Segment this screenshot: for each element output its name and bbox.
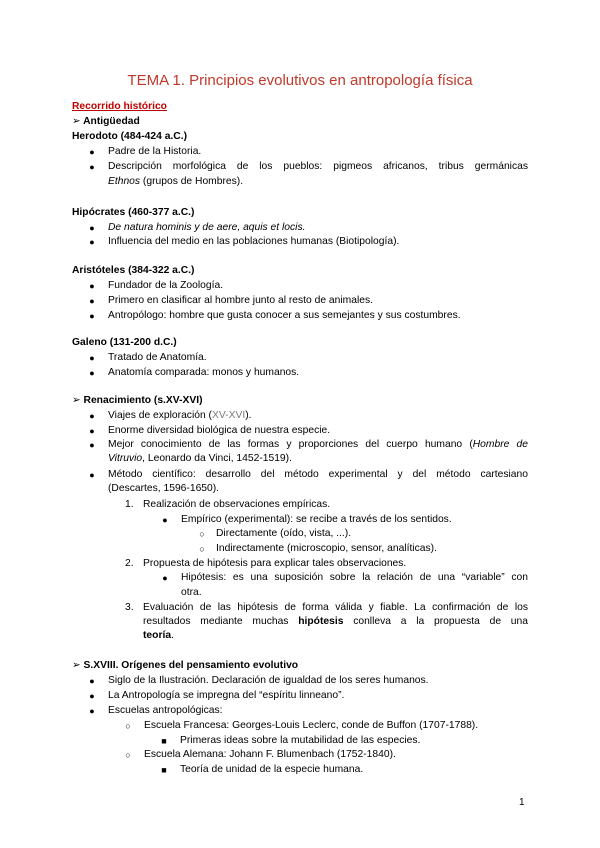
- viajes-century: XV-XVI: [212, 410, 246, 421]
- list-number: 2.: [125, 558, 134, 569]
- vitruvio-term: Vitruvio: [108, 453, 143, 464]
- galeno-name: Galeno (131-200 d.C.): [72, 337, 177, 348]
- bullet-icon: ●: [89, 281, 95, 291]
- sxviii-heading-text: S.XVIII. Orígenes del pensamiento evolutivo: [83, 660, 299, 671]
- list-item: [108, 409, 252, 423]
- ethnos-desc: (grupos de Hombres).: [140, 176, 244, 187]
- list-item: La Antropología se impregna del “espíritu linneano”.: [108, 690, 345, 701]
- list-item: Descripción morfológica de los pueblos: pigmeos africanos, tribus germánicas: [108, 161, 528, 172]
- list-item: Siglo de la Ilustración. Declaración de igualdad de los seres humanos.: [108, 675, 429, 686]
- bullet-icon: ●: [89, 223, 95, 233]
- page-number: 1: [519, 797, 525, 808]
- arrow-icon: ➢: [72, 660, 81, 671]
- circle-bullet-icon: ○: [199, 544, 205, 554]
- bullet-icon: ●: [89, 470, 95, 480]
- arrow-icon: ➢: [72, 395, 81, 406]
- mejor-text: Mejor conocimiento de las formas y proporciones del cuerpo humano (: [108, 439, 473, 450]
- sub-sub-item: Indirectamente (microscopio, sensor, analíticas).: [216, 543, 437, 554]
- sub-item: Hipótesis: es una suposición sobre la relación de una “variable” con: [181, 572, 528, 583]
- list-item: Antropólogo: hombre que gusta conocer a sus semejantes y sus costumbres.: [108, 310, 461, 321]
- numbered-item: Evaluación de las hipótesis de forma válida y fiable. La confirmación de los: [143, 602, 528, 613]
- bullet-icon: ●: [89, 676, 95, 686]
- list-item: Método científico: desarrollo del método experimental y del método cartesiano: [108, 469, 528, 480]
- circle-bullet-icon: ○: [125, 750, 131, 760]
- bullet-icon: ●: [89, 353, 95, 363]
- bullet-icon: ●: [162, 573, 168, 583]
- hombre-de-term: Hombre de: [472, 439, 528, 450]
- bullet-icon: ●: [89, 368, 95, 378]
- square-bullet-icon: ■: [161, 736, 167, 746]
- conlleva-text: conlleva a la propuesta de una: [343, 616, 528, 627]
- aristoteles-name: Aristóteles (384-322 a.C.): [72, 265, 195, 276]
- numbered-item: Realización de observaciones empíricas.: [143, 499, 331, 510]
- bullet-icon: ●: [89, 411, 95, 421]
- renacimiento-heading-text: Renacimiento (s.XV-XVI): [83, 395, 203, 406]
- square-bullet-icon: ■: [161, 765, 167, 775]
- bullet-icon: ●: [162, 515, 168, 525]
- resultados-text: resultados mediante muchas: [143, 616, 299, 627]
- antiguedad-heading-text: Antigüedad: [83, 116, 140, 127]
- bullet-icon: ●: [89, 440, 95, 450]
- numbered-item: Propuesta de hipótesis para explicar tales observaciones.: [143, 558, 407, 569]
- circle-bullet-icon: ○: [125, 721, 131, 731]
- circle-bullet-icon: ○: [199, 529, 205, 539]
- sub-sub-item: Primeras ideas sobre la mutabilidad de las especies.: [180, 735, 421, 746]
- vitruvio-desc: , Leonardo da Vinci, 1452-1519).: [142, 453, 292, 464]
- numbered-item-continuation: [143, 629, 174, 643]
- bullet-icon: ●: [89, 237, 95, 247]
- list-item: Influencia del medio en las poblaciones humanas (Biotipología).: [108, 236, 400, 247]
- list-item: Escuelas antropológicas:: [108, 705, 223, 716]
- hipotesis-term: hipótesis: [298, 616, 344, 627]
- bullet-icon: ●: [89, 147, 95, 157]
- list-item: Primero en clasificar al hombre junto al resto de animales.: [108, 295, 373, 306]
- teoria-end: .: [171, 630, 174, 641]
- sub-item: Empírico (experimental): se recibe a través de los sentidos.: [181, 514, 452, 525]
- list-item-continuation: [108, 175, 243, 189]
- bullet-icon: ●: [89, 311, 95, 321]
- sub-sub-item: Teoría de unidad de la especie humana.: [180, 764, 364, 775]
- sub-item-continuation: otra.: [181, 587, 202, 598]
- bullet-icon: ●: [89, 162, 95, 172]
- list-item: De natura hominis y de aere, aquis et locis.: [108, 222, 306, 233]
- antiguedad-heading: [72, 115, 140, 129]
- sub-item: Escuela Francesa: Georges-Louis Leclerc, conde de Buffon (1707-1788).: [144, 720, 479, 731]
- list-item: Anatomía comparada: monos y humanos.: [108, 367, 300, 378]
- renacimiento-heading: [72, 394, 203, 408]
- hipocrates-name: Hipócrates (460-377 a.C.): [72, 207, 195, 218]
- list-item: Padre de la Historia.: [108, 146, 202, 157]
- list-item-continuation: [108, 452, 292, 466]
- list-item: Enorme diversidad biológica de nuestra especie.: [108, 425, 331, 436]
- arrow-icon: ➢: [72, 116, 81, 127]
- page-title: TEMA 1. Principios evolutivos en antropología física: [127, 72, 473, 89]
- viajes-text: Viajes de exploración (: [108, 410, 212, 421]
- list-item: Tratado de Anatomía.: [108, 352, 207, 363]
- herodoto-name: Herodoto (484-424 a.C.): [72, 131, 188, 142]
- sxviii-heading: [72, 659, 298, 673]
- sub-sub-item: Directamente (oído, vista, ...).: [216, 528, 352, 539]
- ethnos-term: Ethnos: [108, 176, 141, 187]
- section-heading: Recorrido histórico: [72, 101, 167, 112]
- sub-item: Escuela Alemana: Johann F. Blumenbach (1752-1840).: [144, 749, 396, 760]
- numbered-item-continuation: [143, 615, 528, 629]
- bullet-icon: ●: [89, 691, 95, 701]
- list-item: Fundador de la Zoología.: [108, 280, 224, 291]
- list-item: [108, 438, 528, 452]
- list-number: 3.: [125, 602, 134, 613]
- bullet-icon: ●: [89, 296, 95, 306]
- viajes-end: ).: [245, 410, 252, 421]
- list-item-continuation: (Descartes, 1596-1650).: [108, 483, 220, 494]
- bullet-icon: ●: [89, 426, 95, 436]
- bullet-icon: ●: [89, 706, 95, 716]
- list-number: 1.: [125, 499, 134, 510]
- teoria-term: teoría: [143, 630, 172, 641]
